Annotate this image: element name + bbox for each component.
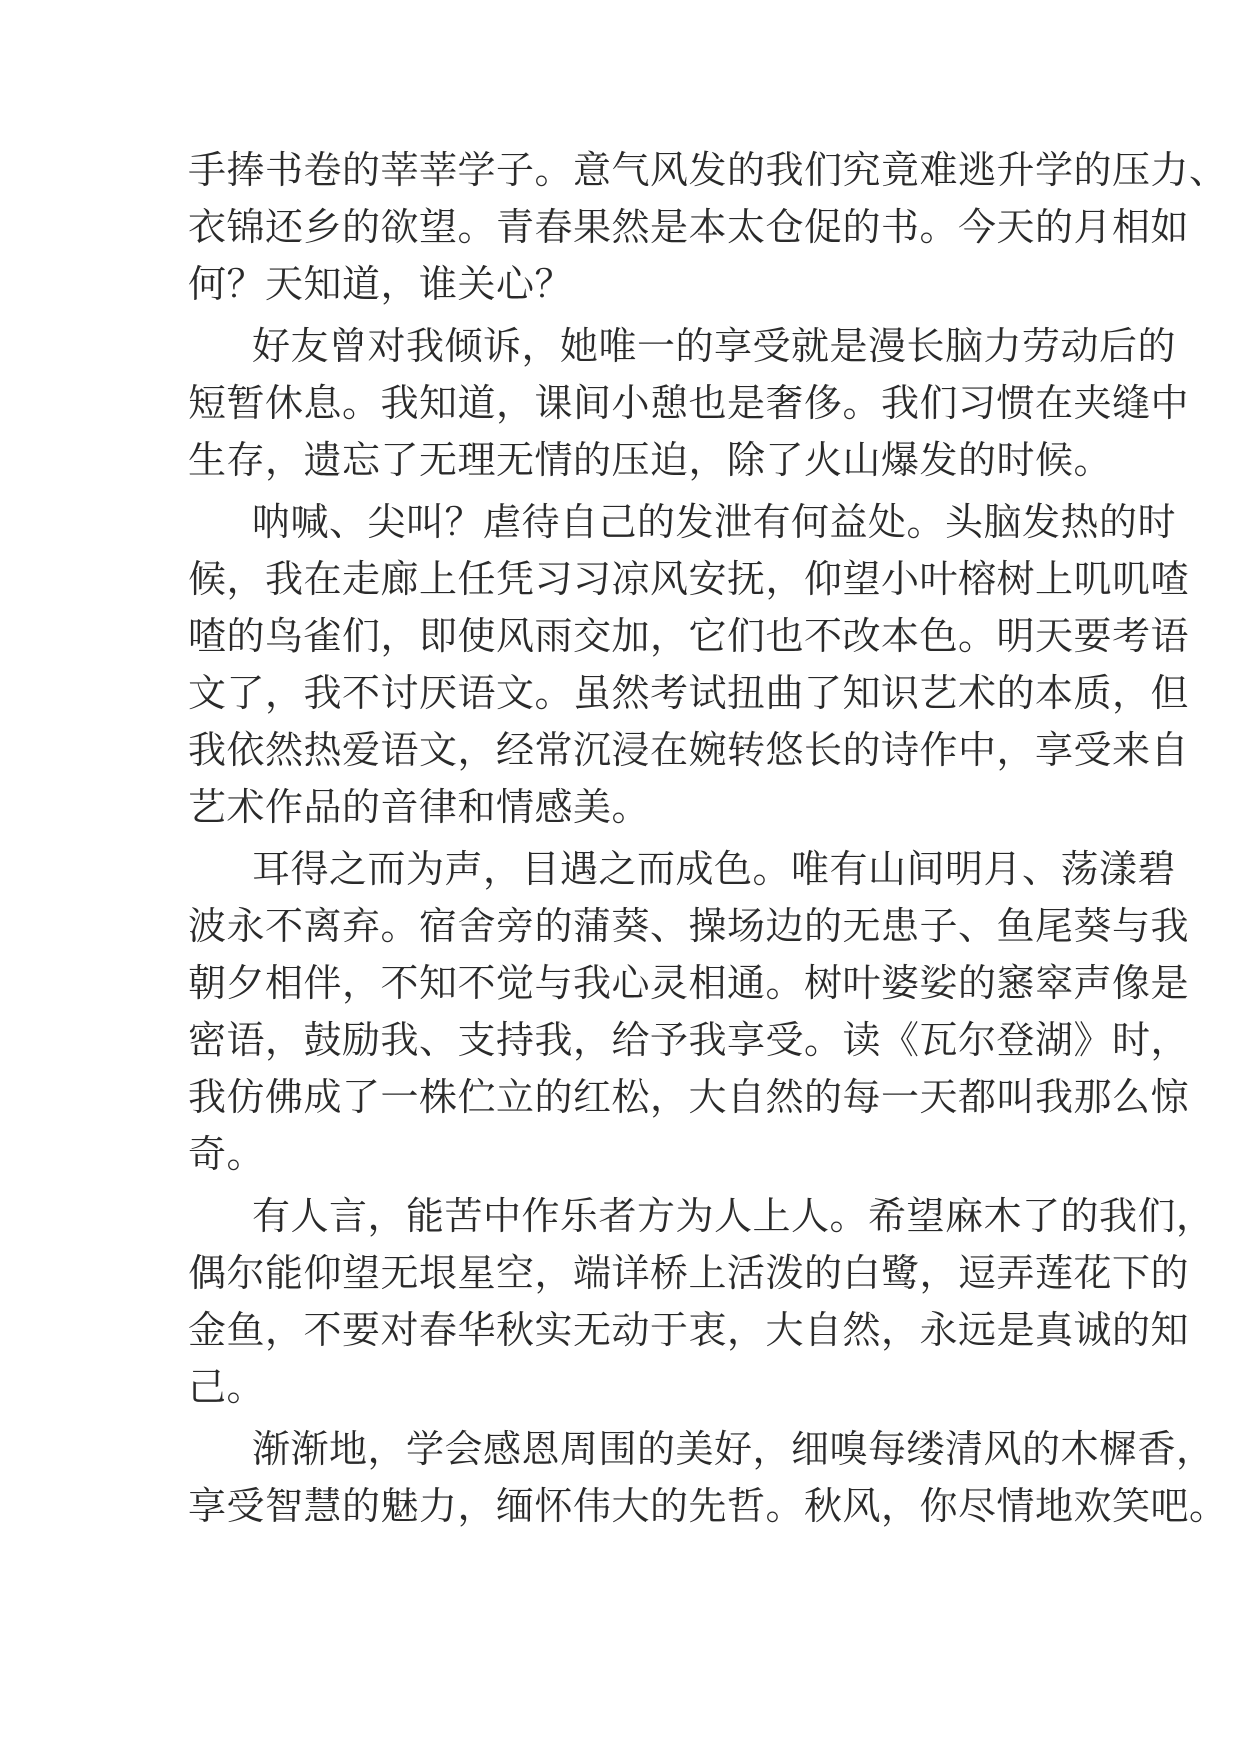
- paragraph-first-line: 有人言，能苦中作乐者方为人上人。希望麻木了的我们，: [252, 1194, 1215, 1238]
- text-line: 奇。: [188, 1132, 266, 1176]
- text-line: 密语，鼓励我、支持我，给予我享受。读《瓦尔登湖》时，: [188, 1018, 1190, 1062]
- text-line: 享受智慧的魅力，缅怀伟大的先哲。秋风，你尽情地欢笑吧。: [188, 1484, 1228, 1528]
- paragraph-first-line: 耳得之而为声，目遇之而成色。唯有山间明月、荡漾碧: [252, 847, 1177, 891]
- text-line: 何？天知道，谁关心？: [188, 262, 574, 306]
- text-line: 候，我在走廊上任凭习习凉风安抚，仰望小叶榕树上叽叽喳: [188, 557, 1190, 601]
- text-line: 文了，我不讨厌语文。虽然考试扭曲了知识艺术的本质，但: [188, 671, 1190, 715]
- text-line: 手捧书卷的莘莘学子。意气风发的我们究竟难逃升学的压力、: [188, 148, 1228, 192]
- text-line: 波永不离弃。宿舍旁的蒲葵、操场边的无患子、鱼尾葵与我: [188, 904, 1190, 948]
- text-line: 喳的鸟雀们，即使风雨交加，它们也不改本色。明天要考语: [188, 614, 1190, 658]
- text-line: 我仿佛成了一株伫立的红松，大自然的每一天都叫我那么惊: [188, 1075, 1190, 1119]
- paragraph-first-line: 渐渐地，学会感恩周围的美好，细嗅每缕清风的木樨香，: [252, 1427, 1215, 1471]
- text-line: 朝夕相伴，不知不觉与我心灵相通。树叶婆娑的窸窣声像是: [188, 961, 1190, 1005]
- text-line: 金鱼，不要对春华秋实无动于衷，大自然，永远是真诚的知: [188, 1308, 1190, 1352]
- text-line: 艺术作品的音律和情感美。: [188, 785, 651, 829]
- text-line: 我依然热爱语文，经常沉浸在婉转悠长的诗作中，享受来自: [188, 728, 1190, 772]
- text-line: 生存，遗忘了无理无情的压迫，除了火山爆发的时候。: [188, 438, 1113, 482]
- text-line: 己。: [188, 1365, 266, 1409]
- paragraph-first-line: 好友曾对我倾诉，她唯一的享受就是漫长脑力劳动后的: [252, 324, 1177, 368]
- text-line: 偶尔能仰望无垠星空，端详桥上活泼的白鹭，逗弄莲花下的: [188, 1251, 1190, 1295]
- text-line: 衣锦还乡的欲望。青春果然是本太仓促的书。今天的月相如: [188, 205, 1190, 249]
- text-line: 短暂休息。我知道，课间小憩也是奢侈。我们习惯在夹缝中: [188, 381, 1190, 425]
- paragraph-first-line: 呐喊、尖叫？虐待自己的发泄有何益处。头脑发热的时: [252, 500, 1177, 544]
